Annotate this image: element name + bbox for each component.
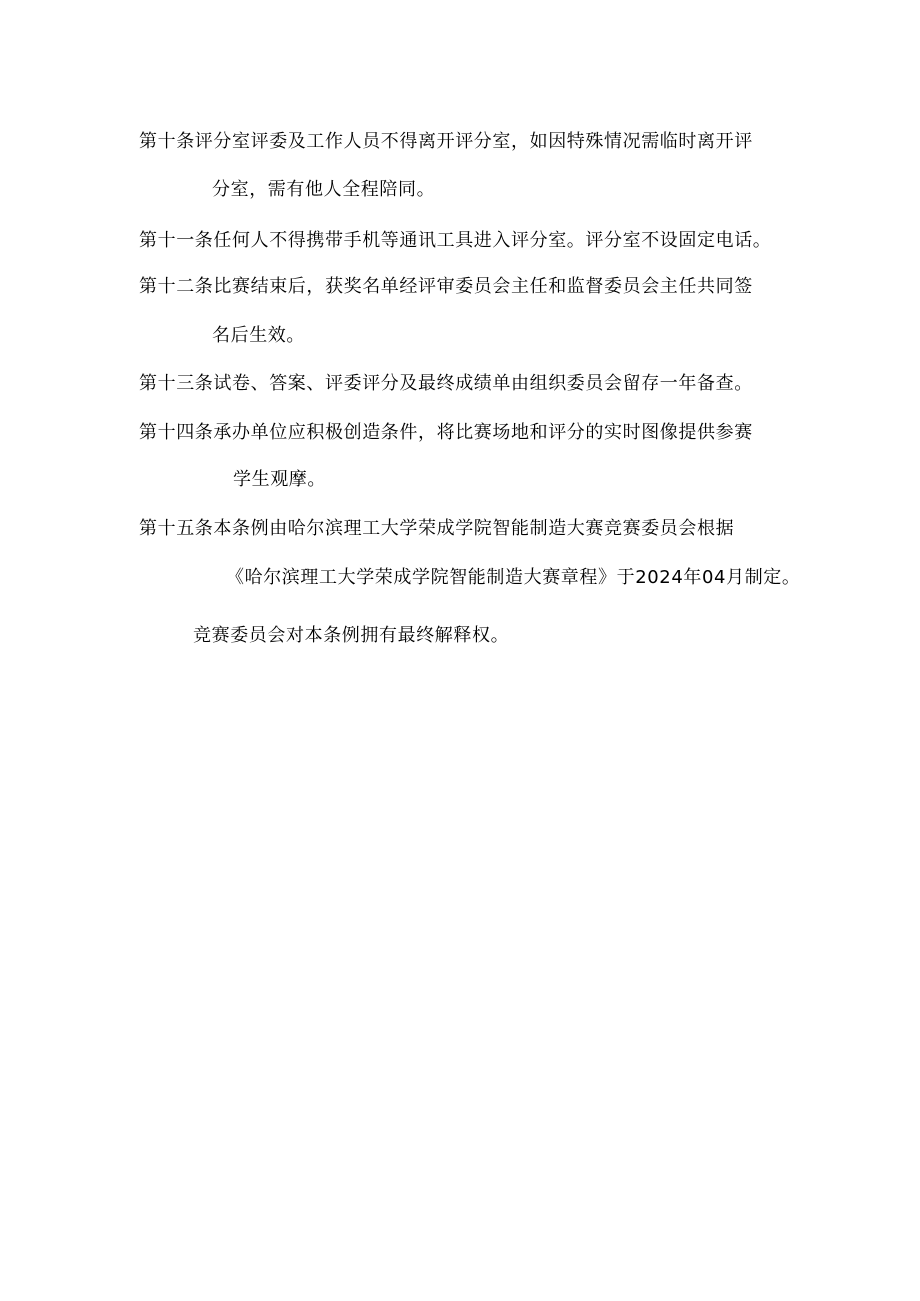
- article-10-line-2: 分室，需有他人全程陪同。: [212, 179, 436, 200]
- article-11-line-1: 第十一条任何人不得携带手机等通讯工具进入评分室。评分室不设固定电话。: [139, 230, 772, 251]
- article-15-line-2: 《哈尔滨理工大学荣成学院智能制造大赛章程》于2024年04月制定。: [226, 567, 801, 588]
- article-10-line-1: 第十条评分室评委及工作人员不得离开评分室，如因特殊情况需临时离开评: [139, 131, 753, 152]
- article-14-line-1: 第十四条承办单位应积极创造条件，将比赛场地和评分的实时图像提供参赛: [139, 422, 753, 443]
- article-15-line-1: 第十五条本条例由哈尔滨理工大学荣成学院智能制造大赛竞赛委员会根据: [139, 518, 735, 539]
- article-14-line-2: 学生观摩。: [233, 469, 326, 490]
- article-13-line-1: 第十三条试卷、答案、评委评分及最终成绩单由组织委员会留存一年备查。: [139, 373, 753, 394]
- article-15-line-3: 竞赛委员会对本条例拥有最终解释权。: [193, 625, 510, 646]
- article-12-line-2: 名后生效。: [212, 325, 305, 346]
- article-12-line-1: 第十二条比赛结束后，获奖名单经评审委员会主任和监督委员会主任共同签: [139, 276, 753, 297]
